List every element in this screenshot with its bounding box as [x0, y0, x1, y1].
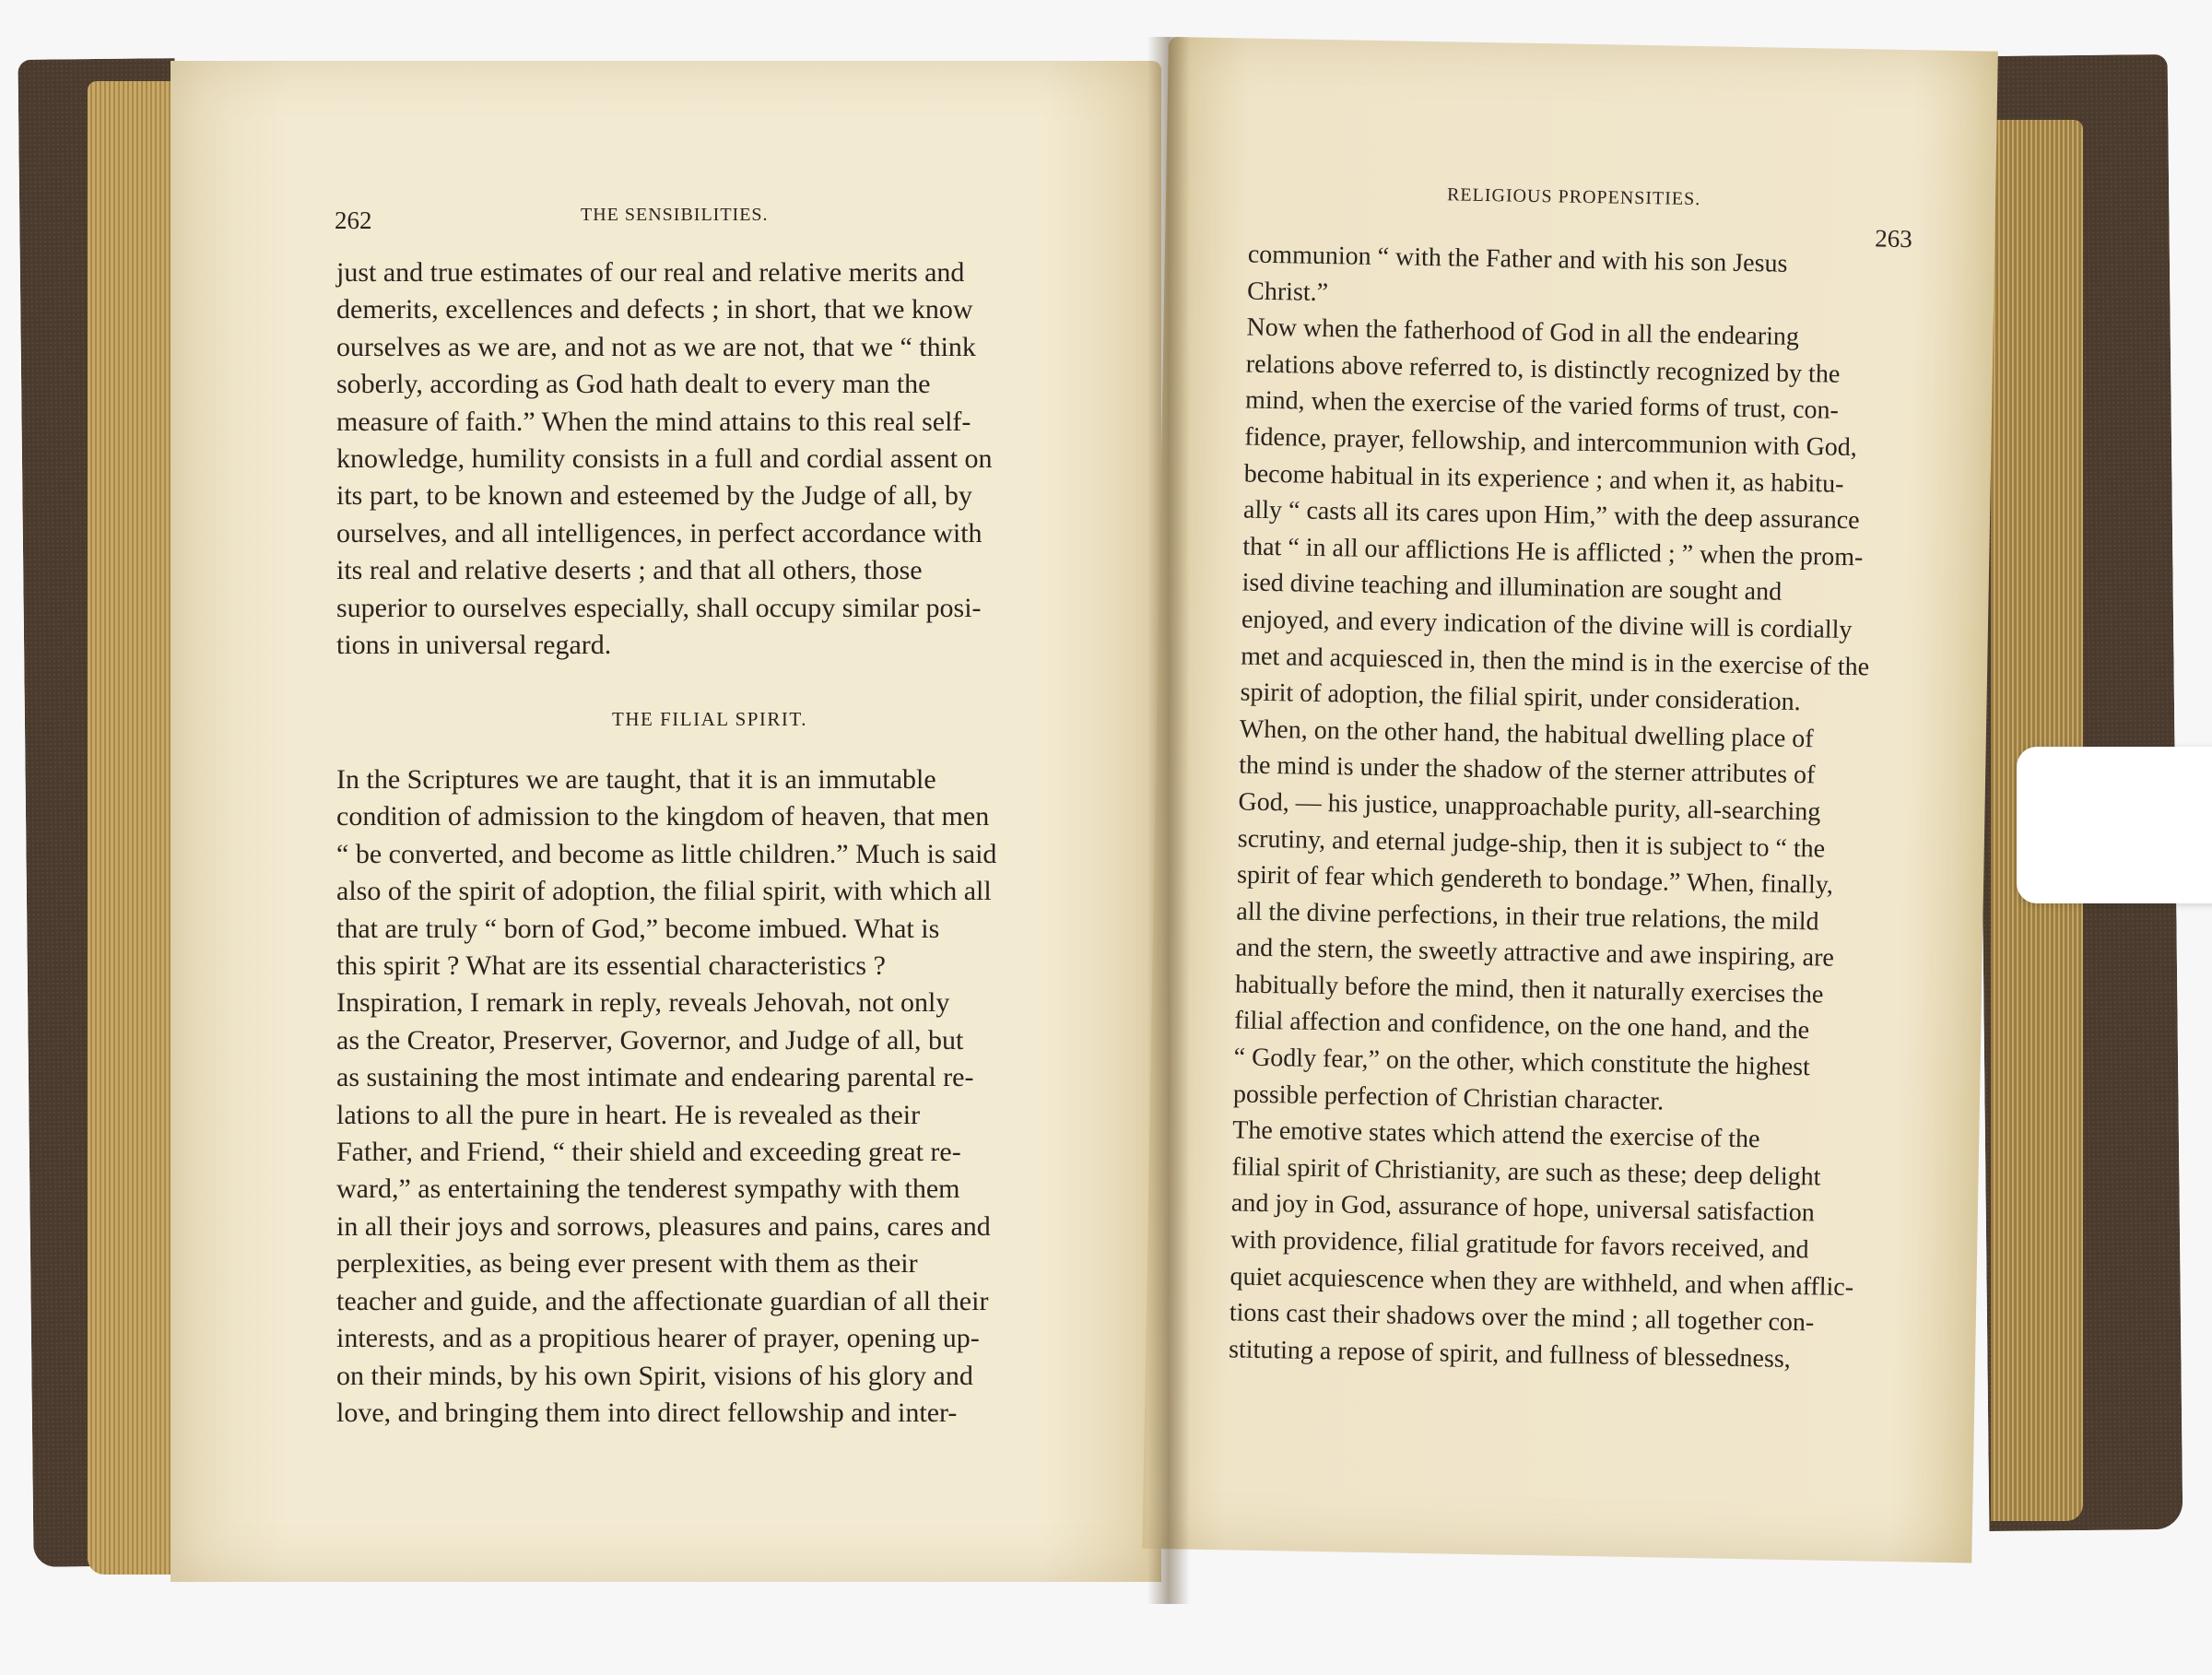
- book-gutter: [1147, 37, 1190, 1604]
- left-paragraph-humility: just and true estimates of our real and relative merits and demerits, excellences and defects ; in short, that we know ourselves as we are, and not as we are not, that we “ think soberly, according as God hath dealt to every man the measure of faith.” When the mind attains to this real self- knowledge, humility consists in a full and cordial assent on its part, to be known and esteemed by the Judge of all, by ourselves, and all intelligences, in perfect accordance with its real and relative deserts ; and that all others, those superior to ourselves especially, shall occupy similar posi- tions in universal regard.: [336, 257, 993, 661]
- right-page-number: 263: [1875, 224, 1913, 254]
- section-heading-filial-spirit: THE FILIAL SPIRIT.: [612, 708, 807, 730]
- left-page: [171, 61, 1161, 1582]
- left-page-number: 262: [335, 206, 372, 234]
- right-page: [1142, 37, 1997, 1563]
- left-running-head: THE SENSIBILITIES.: [581, 205, 769, 225]
- page-clip: [2017, 747, 2212, 903]
- right-page-body: communion “ with the Father and with his son Jesus Christ.” Now when the fatherhood of God in all the endearing relations above referred to, is distinctly recognized by the mind, when the exercise of the varied forms of trust, con- fidence, prayer, fellowship, and intercommunion with God, become habitual in its experience ; and when it, as habitu- ally “ casts all its cares upon Him,” with the deep assurance that “ in all our afflictions He is afflicted ; ” when the prom- ised divine teaching and illumination are sought and enjoyed, and every indication of the divine will is cordially met and acquiesced in, then the mind is in the exercise of the spirit of adoption, the filial spirit, under consideration. When, on the other hand, the habitual dwelling place of the mind is under the shadow of the sterner attributes of God, — his justice, unapproachable purity, all-searching scrutiny, and eternal judge-ship, then it is subject to “ the spirit of fear which gendereth to bondage.” When, finally, all the divine perfections, in their true relations, the mild and the stern, the sweetly attractive and awe inspiring, are habitually before the mind, then it naturally exercises the filial affection and confidence, on the one hand, and the “ Godly fear,” on the other, which constitute the highest possible perfection of Christian character. The emotive states which attend the exercise of the filial spirit of Christianity, are such as these; deep delight and joy in God, assurance of hope, universal satisfaction with providence, filial gratitude for favors received, and quiet acquiescence when they are withheld, and when afflic- tions cast their shadows over the mind ; all together con- stituting a repose of spirit, and fullness of blessedness,: [1228, 240, 1870, 1374]
- left-paragraph-filial-spirit: In the Scriptures we are taught, that it is an immutable condition of admission to the kingdom of heaven, that men “ be converted, and become as little children.” Much is said also of the spirit of adoption, the filial spirit, with which all that are truly “ born of God,” become imbued. What is this spirit ? What are its essential characteristics ? Inspiration, I remark in reply, reveals Jehovah, not only as the Creator, Preserver, Governor, and Judge of all, but as sustaining the most intimate and endearing parental re- lations to all the pure in heart. He is revealed as their Father, and Friend, “ their shield and exceeding great re- ward,” as entertaining the tenderest sympathy with them in all their joys and sorrows, pleasures and pains, cares and perplexities, as being ever present with them as their teacher and guide, and the affectionate guardian of all their interests, and as a propitious hearer of prayer, opening up- on their minds, by his own Spirit, visions of his glory and love, and bringing them into direct fellowship and inter-: [336, 764, 997, 1428]
- right-running-head: RELIGIOUS PROPENSITIES.: [1446, 184, 1701, 210]
